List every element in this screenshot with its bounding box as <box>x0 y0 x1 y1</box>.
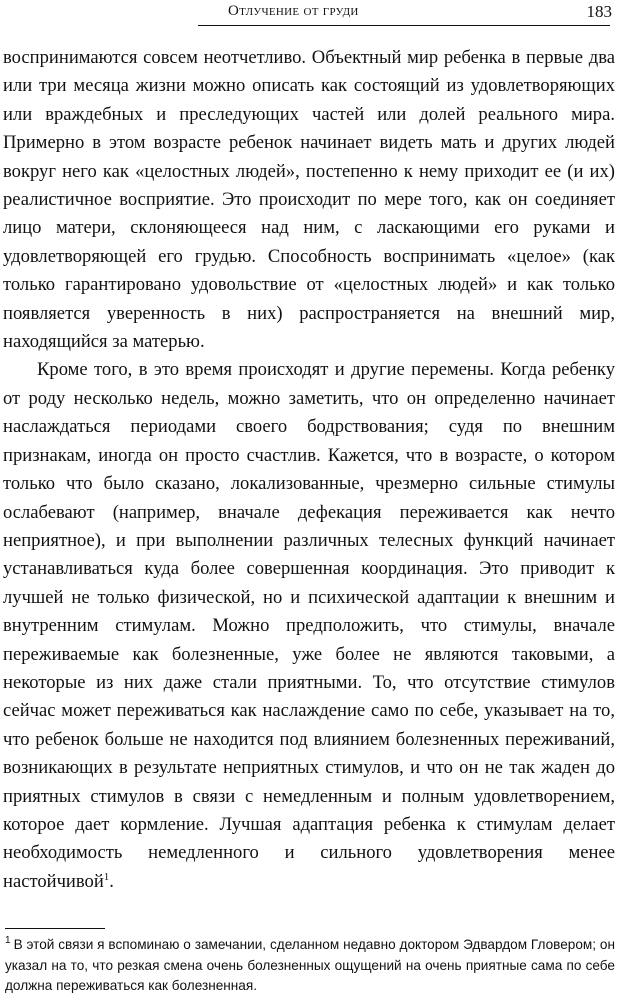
header-rule <box>198 25 610 26</box>
footnote-reference[interactable]: 1 <box>103 870 110 883</box>
running-title: Отлучение от груди <box>228 3 359 19</box>
paragraph-1 <box>3 44 615 356</box>
footnote-rule <box>5 928 105 929</box>
footnote <box>5 935 615 997</box>
footnote-number: 1 <box>5 935 11 947</box>
paragraph-2 <box>3 356 615 896</box>
page-number: 183 <box>586 2 612 21</box>
paragraph-1-text: воспринимаются совсем неотчетливо. Объектный мир ребенка в первые два или три месяца жизни можно описать как состоящий из удовлетворяющих или враждебных и преследующих частей или долей реального мира. Примерно в этом возрасте ребенок начинает видеть мать и других людей вокруг него как «целостных людей», постепенно к нему приходит ее (и их) реалистичное восприятие. Это происходит по мере того, как он соединяет лицо матери, склоняющееся над ним, с ласкающими его руками и удовлетворяющей его грудью. Способность воспринимать «целое» (как только гарантировано удовольствие от «целостных людей» и как только появляется уверенность в них) распространяется на внешний мир, находящийся за матерью. <box>3 47 615 353</box>
footnote-text: В этой связи я вспоминаю о замечании, сделанном недавно доктором Эдвардом Гловером; он указал на то, что резкая смена очень болезненных ощущений на очень приятные сама по себе должна переживаться как болезненная. <box>5 937 615 993</box>
paragraph-2-end: . <box>109 870 114 892</box>
page-header <box>0 0 620 30</box>
paragraph-2-text: Кроме того, в это время происходят и другие перемены. Когда ребенку от роду несколько недель, можно заметить, что он определенно начинает наслаждаться периодами своего бодрствования; судя по внешним признакам, иногда он просто счастлив. Кажется, что в возрасте, о котором только что было сказано, локализованные, чрезмерно сильные стимулы ослабевают (например, вначале дефекация переживается как нечто неприятное), и при выполнении различных телесных функций начинает устанавливаться куда более совершенная координация. Это приводит к лучшей не только физической, но и психической адаптации к внешним и внутренним стимулам. Можно предположить, что стимулы, вначале переживаемые как болезненные, уже более не являются таковыми, а некоторые из них даже стали приятными. То, что отсутствие стимулов сейчас может переживаться как наслаждение само по себе, указывает на то, что ребенок больше не находится под влиянием болезненных переживаний, возникающих в результате неприятных стимулов, и что он не так жаден до приятных стимулов в связи с немедленным и полным удовлетворением, которое дает кормление. Лучшая адаптация ребенка к стимулам делает необходимость немедленного и сильного удовлетворения менее настойчивой <box>3 359 615 892</box>
body-text <box>3 44 615 896</box>
